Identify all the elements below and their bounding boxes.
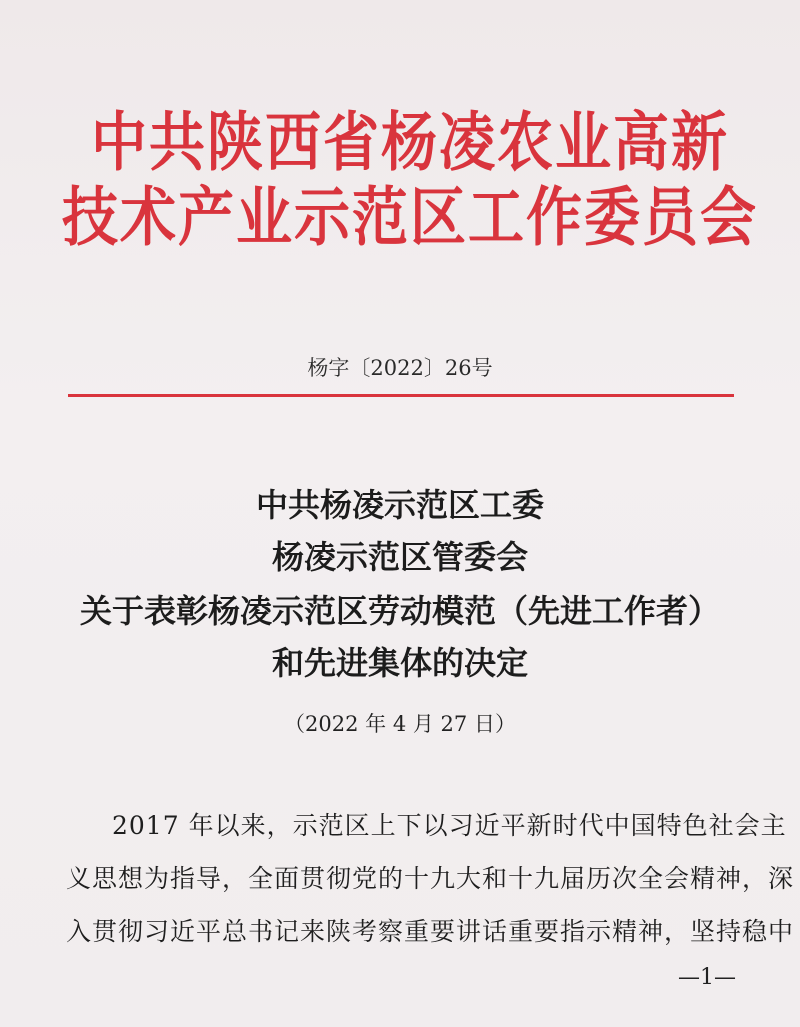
issuer-header-line-1: 中共陕西省杨凌农业高新: [91, 105, 729, 181]
issuer-header-line-2: 技术产业示范区工作委员会: [62, 180, 758, 256]
title-line-3: 关于表彰杨凌示范区劳动模范（先进工作者）: [79, 592, 720, 630]
page-number: —1—: [678, 965, 736, 990]
title-line-2: 杨凌示范区管委会: [271, 538, 528, 576]
document-date: （2022 年 4 月 27 日）: [284, 712, 516, 736]
body-line-2: 义思想为指导，全面贯彻党的十九大和十九届历次全会精神，深: [66, 864, 795, 893]
title-line-1: 中共杨凌示范区工委: [255, 486, 544, 524]
body-line-3: 入贯彻习近平总书记来陕考察重要讲话重要指示精神，坚持稳中: [66, 917, 795, 946]
document-number: 杨字〔2022〕26号: [307, 356, 493, 380]
body-line-1: 2017 年以来，示范区上下以习近平新时代中国特色社会主: [112, 811, 787, 840]
title-line-4: 和先进集体的决定: [271, 644, 528, 682]
red-divider: [68, 394, 734, 397]
